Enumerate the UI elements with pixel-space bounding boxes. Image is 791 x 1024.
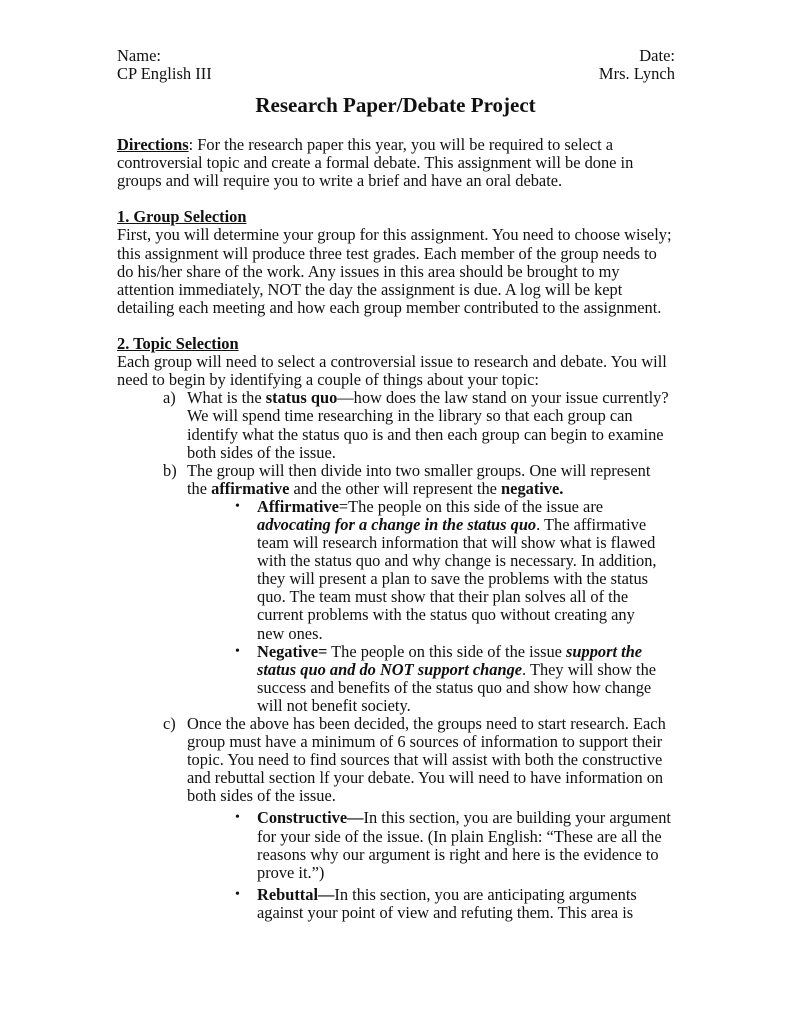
- bullet-icon: •: [235, 498, 240, 514]
- para-line: [117, 335, 697, 353]
- para-line: [117, 226, 697, 244]
- list-cont-line: [117, 407, 697, 425]
- list-cont-line: [117, 751, 697, 769]
- text-run: Constructive—: [257, 808, 364, 828]
- para-line: [117, 136, 697, 154]
- text-run: do his/her share of the work. Any issues in this area should be brought to my: [117, 261, 620, 281]
- list-cont-line: [117, 426, 697, 444]
- list-cont-line: [117, 733, 697, 751]
- bullet-cont-line: [117, 516, 697, 534]
- bullet-icon: •: [235, 810, 240, 826]
- list-line: [117, 462, 697, 480]
- text-run: Affirmative: [257, 496, 339, 516]
- text-run: affirmative: [211, 478, 290, 498]
- blank-line: [117, 317, 697, 335]
- text-run: success and benefits of the status quo and show how change: [257, 677, 652, 697]
- bullet-cont-line: [117, 606, 697, 624]
- bullet-cont-line: [117, 534, 697, 552]
- section-heading: 2. Topic Selection: [117, 334, 239, 354]
- section-heading: Directions: [117, 135, 189, 154]
- header-row-1: [117, 47, 675, 65]
- text-run: —how does the law stand on your issue currently?: [337, 388, 669, 408]
- list-cont-line: [117, 480, 697, 498]
- bullet-cont-line: [117, 846, 697, 864]
- text-run: controversial topic and create a formal debate. This assignment will be done in: [117, 153, 634, 173]
- document-body: [117, 136, 697, 922]
- text-run: this assignment will produce three test grades. Each member of the group needs to: [117, 243, 657, 263]
- header-row-2: [117, 65, 675, 83]
- text-run: Rebuttal—: [257, 884, 335, 904]
- list-marker: c): [163, 714, 176, 733]
- text-run: need to begin by identifying a couple of things about your topic:: [117, 370, 539, 390]
- course-name: CP English III: [117, 64, 212, 83]
- section-heading: 1. Group Selection: [117, 207, 247, 227]
- bullet-cont-line: [117, 570, 697, 588]
- text-run: attention immediately, NOT the day the assignment is due. A log will be kept: [117, 279, 623, 299]
- text-run: Negative=: [257, 641, 328, 661]
- para-line: [117, 154, 697, 172]
- text-run: : For the research paper this year, you will be required to select a: [188, 135, 614, 154]
- list-cont-line: [117, 444, 697, 462]
- text-run: support the: [566, 641, 643, 661]
- text-run: new ones.: [257, 623, 323, 643]
- bullet-cont-line: [117, 625, 697, 643]
- bullet-line: [117, 643, 697, 661]
- para-line: [117, 299, 697, 317]
- text-run: Once the above has been decided, the groups need to start research. Each: [187, 714, 666, 733]
- date-label: Date:: [639, 46, 675, 65]
- text-run: First, you will determine your group for this assignment. You need to choose wisely;: [117, 225, 672, 245]
- bullet-icon: •: [235, 886, 240, 902]
- text-run: In this section, you are building your argument: [363, 808, 671, 828]
- bullet-line: [117, 886, 697, 904]
- text-run: quo. The team must show that their plan solves all of the: [257, 587, 629, 607]
- text-run: What is the: [187, 388, 266, 408]
- text-run: topic. You need to find sources that will assist with both the constructive: [187, 750, 663, 770]
- bullet-cont-line: [117, 828, 697, 846]
- para-line: [117, 172, 697, 190]
- para-line: [117, 208, 697, 226]
- text-run: We will spend time researching in the library so that each group can: [187, 406, 633, 426]
- bullet-line: [117, 498, 697, 516]
- text-run: and the other will represent the: [289, 478, 502, 498]
- list-line: [117, 715, 697, 733]
- text-run: reasons why our argument is right and here is the evidence to: [257, 844, 659, 864]
- teacher-name: Mrs. Lynch: [598, 64, 675, 83]
- text-run: the: [187, 478, 212, 498]
- bullet-line: [117, 809, 697, 827]
- text-run: prove it.”): [257, 862, 325, 882]
- text-run: detailing each meeting and how each group member contributed to the assignment.: [117, 297, 662, 317]
- text-run: The group will then divide into two smaller groups. One will represent: [187, 460, 651, 480]
- para-line: [117, 263, 697, 281]
- list-marker: a): [163, 388, 176, 408]
- para-line: [117, 353, 697, 371]
- bullet-cont-line: [117, 661, 697, 679]
- text-run: advocating for a change in the status quo: [257, 514, 537, 534]
- bullet-cont-line: [117, 864, 697, 882]
- text-run: negative.: [501, 478, 564, 498]
- text-run: status quo and do NOT support change: [257, 659, 523, 679]
- text-run: against your point of view and refuting them. This area is: [257, 902, 634, 922]
- text-run: will not benefit society.: [257, 695, 411, 715]
- bullet-cont-line: [117, 588, 697, 606]
- bullet-cont-line: [117, 904, 697, 922]
- text-run: status quo: [265, 388, 338, 408]
- text-run: both sides of the issue.: [187, 442, 336, 462]
- text-run: group must have a minimum of 6 sources of information to support their: [187, 732, 663, 752]
- text-run: Each group will need to select a controversial issue to research and debate. You will: [117, 352, 667, 372]
- list-cont-line: [117, 769, 697, 787]
- text-run: and rebuttal section lf your debate. You will need to have information on: [187, 768, 664, 788]
- list-line: [117, 389, 697, 407]
- text-run: . They will show the: [522, 659, 657, 679]
- bullet-cont-line: [117, 697, 697, 715]
- text-run: current problems with the status quo without creating any: [257, 605, 635, 625]
- bullet-cont-line: [117, 679, 697, 697]
- text-run: identify what the status quo is and then each group can begin to examine: [187, 424, 664, 444]
- document-title: Research Paper/Debate Project: [255, 93, 536, 117]
- bullet-icon: •: [235, 643, 240, 659]
- text-run: groups and will require you to write a brief and have an oral debate.: [117, 171, 563, 191]
- text-run: for your side of the issue. (In plain English: “These are all the: [257, 826, 662, 846]
- text-run: . The affirmative: [536, 514, 647, 534]
- bullet-cont-line: [117, 552, 697, 570]
- text-run: In this section, you are anticipating arguments: [334, 884, 637, 904]
- text-run: team will research information that will show what is flawed: [257, 533, 656, 553]
- text-run: with the status quo and why change is necessary. In addition,: [257, 551, 657, 571]
- text-run: =The people on this side of the issue are: [338, 496, 604, 516]
- text-run: they will present a plan to save the problems with the status: [257, 569, 649, 589]
- blank-line: [117, 190, 697, 208]
- text-run: both sides of the issue.: [187, 786, 336, 806]
- para-line: [117, 371, 697, 389]
- para-line: [117, 281, 697, 299]
- para-line: [117, 245, 697, 263]
- name-label: Name:: [117, 46, 161, 65]
- text-run: The people on this side of the issue: [327, 641, 567, 661]
- list-marker: b): [163, 460, 177, 480]
- list-cont-line: [117, 787, 697, 805]
